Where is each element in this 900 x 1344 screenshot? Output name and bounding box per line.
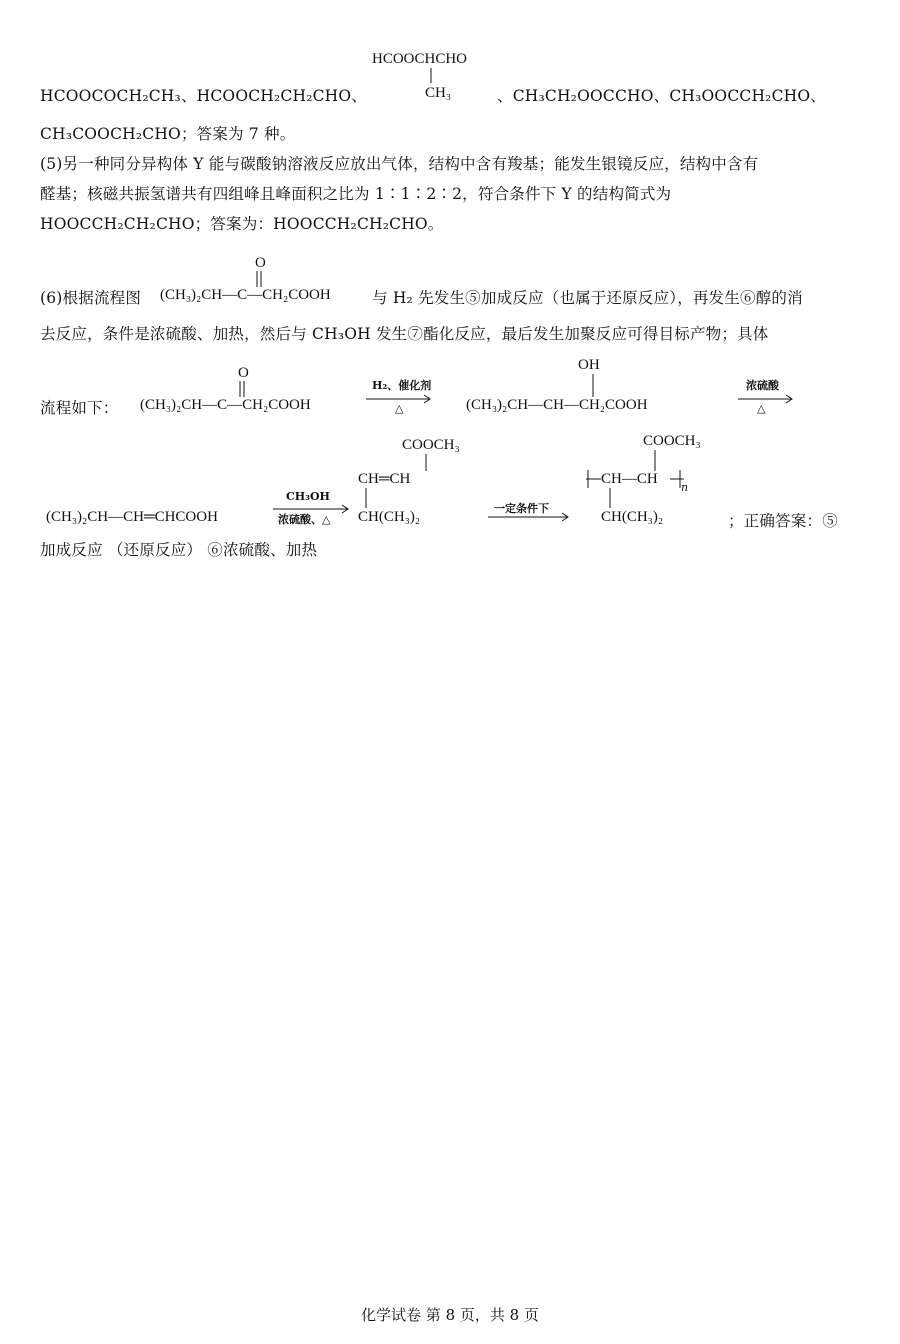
answer-line2: 加成反应 （还原反应） ⑥浓硫酸、加热 <box>40 541 318 559</box>
isomer-list-part2: 、CH₃CH₂OOCCHO、CH₃OOCCH₂CHO、 <box>497 87 826 105</box>
branched-isomer-top: HCOOCHCHO <box>372 51 468 67</box>
isomer-list-part1: HCOOCOCH₂CH₃、HCOOCH₂CH₂CHO、 <box>40 87 367 105</box>
step4-isopropyl: CH(CH₃)₂ <box>358 509 421 525</box>
step5-repeat-n: n <box>681 481 689 494</box>
part6-line2: 去反应，条件是浓硫酸、加热，然后与 CH₃OH 发生⑦酯化反应，最后发生加聚反应可得目标产物；具体 <box>40 325 769 343</box>
arrow1-reagent: H₂、催化剂 <box>372 379 432 392</box>
step5-ester: COOCH₃ <box>643 433 701 449</box>
isomer-list-line2: CH₃COOCH₂CHO；答案为 7 种。 <box>40 125 296 143</box>
arrow3-reagent: CH₃OH <box>286 490 330 503</box>
step2-formula: (CH₃)₂CH—CH—CH₂COOH <box>466 397 648 413</box>
step5-isopropyl: CH(CH₃)₂ <box>601 509 664 525</box>
step3-formula: (CH₃)₂CH—CH═CHCOOH <box>46 509 218 525</box>
flow-label: 流程如下： <box>40 399 119 417</box>
step4-alkene: CH═CH <box>358 471 411 487</box>
part6-prefix: (6)根据流程图 <box>40 289 142 307</box>
step4-ester: COOCH₃ <box>402 437 460 453</box>
arrow3-condition: 浓硫酸、△ <box>278 513 331 526</box>
arrow2-condition: △ <box>757 402 766 415</box>
answer-tail: ；正确答案：⑤ <box>728 512 838 530</box>
part5-line3: HOOCCH₂CH₂CHO；答案为：HOOCCH₂CH₂CHO。 <box>40 215 444 233</box>
step2-hydroxyl: OH <box>578 357 600 373</box>
branched-isomer-methyl: CH₃ <box>425 85 452 101</box>
part5-line1: (5)另一种同分异构体 Y 能与碳酸钠溶液反应放出气体，结构中含有羧基；能发生银镜反应，结构中含有 <box>40 155 759 173</box>
arrow2-reagent: 浓硫酸 <box>746 379 779 392</box>
step5-chain: CH—CH <box>601 471 658 487</box>
part6-suffix: 与 H₂ 先发生⑤加成反应（也属于还原反应），再发生⑥醇的消 <box>372 289 803 307</box>
page-footer: 化学试卷 第 8 页，共 8 页 <box>361 1306 539 1324</box>
inline-ketone-formula: (CH₃)₂CH—C—CH₂COOH <box>160 287 331 303</box>
part5-line2: 醛基；核磁共振氢谱共有四组峰且峰面积之比为 1∶1∶2∶2，符合条件下 Y 的结构简式为 <box>40 185 672 203</box>
step1-oxygen: O <box>238 365 249 381</box>
arrow1-condition: △ <box>395 402 404 415</box>
inline-ketone-oxygen: O <box>255 255 266 271</box>
arrow4-condition: 一定条件下 <box>494 502 549 515</box>
step1-formula: (CH₃)₂CH—C—CH₂COOH <box>140 397 311 413</box>
